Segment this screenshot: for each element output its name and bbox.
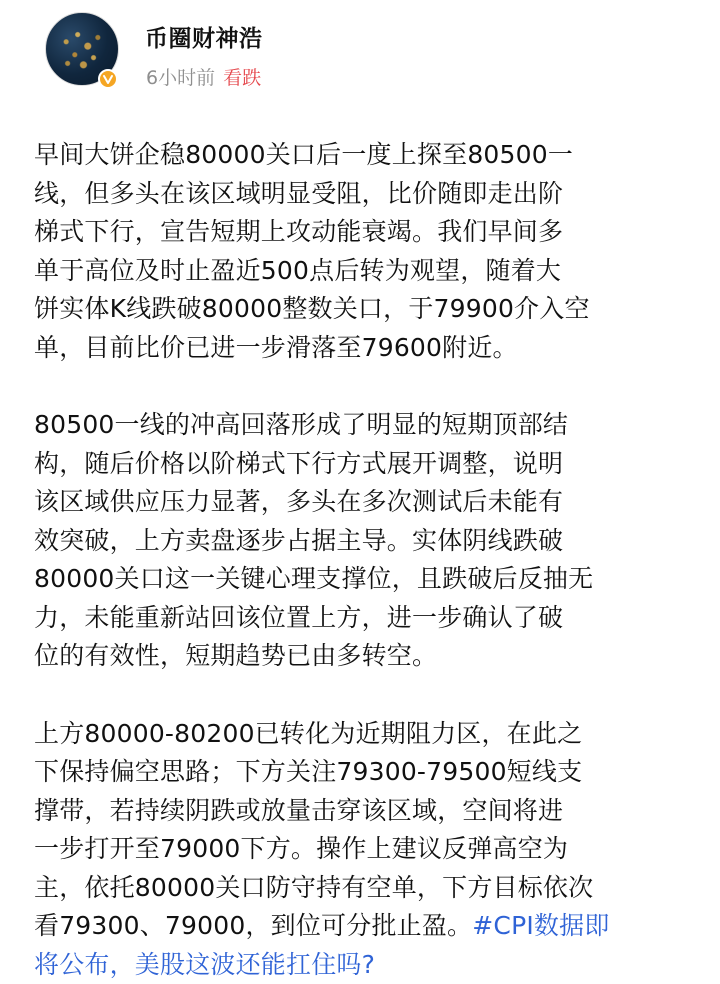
post-line: 位的有效性，短期趋势已由多转空。	[34, 637, 686, 676]
paragraph-gap	[34, 367, 686, 406]
verified-v-icon	[98, 69, 118, 89]
post-line: 梯式下行，宣告短期上攻动能衰竭。我们早间多	[34, 213, 686, 252]
post-line: 力，未能重新站回该位置上方，进一步确认了破	[34, 599, 686, 638]
post-meta	[146, 63, 261, 90]
post-time: 6小时前	[146, 67, 215, 89]
post-line: 80000关口这一关键心理支撑位，且跌破后反抽无	[34, 560, 686, 599]
hashtag-link-continued[interactable]: 将公布，美股这波还能扛住吗?	[34, 950, 375, 979]
post-line: 80500一线的冲高回落形成了明显的短期顶部结	[34, 406, 686, 445]
post-line-text: 看79300、79000，到位可分批止盈。	[34, 911, 472, 940]
post-line: 饼实体K线跌破80000整数关口，于79900介入空	[34, 290, 686, 329]
username[interactable]: 币圈财神浩	[145, 20, 263, 53]
sentiment-tag[interactable]: 看跌	[223, 67, 261, 89]
post-header	[45, 8, 685, 98]
hashtag-link[interactable]: #CPI数据即	[472, 911, 609, 940]
post-line: 主，依托80000关口防守持有空单，下方目标依次	[34, 869, 686, 908]
post-line-hashtag	[34, 946, 686, 984]
post-line: 线，但多头在该区域明显受阻，比价随即走出阶	[34, 175, 686, 214]
post-line: 效突破，上方卖盘逐步占据主导。实体阴线跌破	[34, 522, 686, 561]
post-line: 该区域供应压力显著，多头在多次测试后未能有	[34, 483, 686, 522]
post-body	[34, 136, 686, 984]
post-line: 下保持偏空思路；下方关注79300-79500短线支	[34, 753, 686, 792]
post-line: 撑带，若持续阴跌或放量击穿该区域，空间将进	[34, 792, 686, 831]
post-line: 构，随后价格以阶梯式下行方式展开调整，说明	[34, 445, 686, 484]
paragraph-gap	[34, 676, 686, 715]
post-line: 上方80000-80200已转化为近期阻力区，在此之	[34, 715, 686, 754]
post-line: 一步打开至79000下方。操作上建议反弹高空为	[34, 830, 686, 869]
post-line: 早间大饼企稳80000关口后一度上探至80500一	[34, 136, 686, 175]
post-line: 单于高位及时止盈近500点后转为观望，随着大	[34, 252, 686, 291]
post-line-with-hashtag	[34, 907, 686, 946]
post-line: 单，目前比价已进一步滑落至79600附近。	[34, 329, 686, 368]
